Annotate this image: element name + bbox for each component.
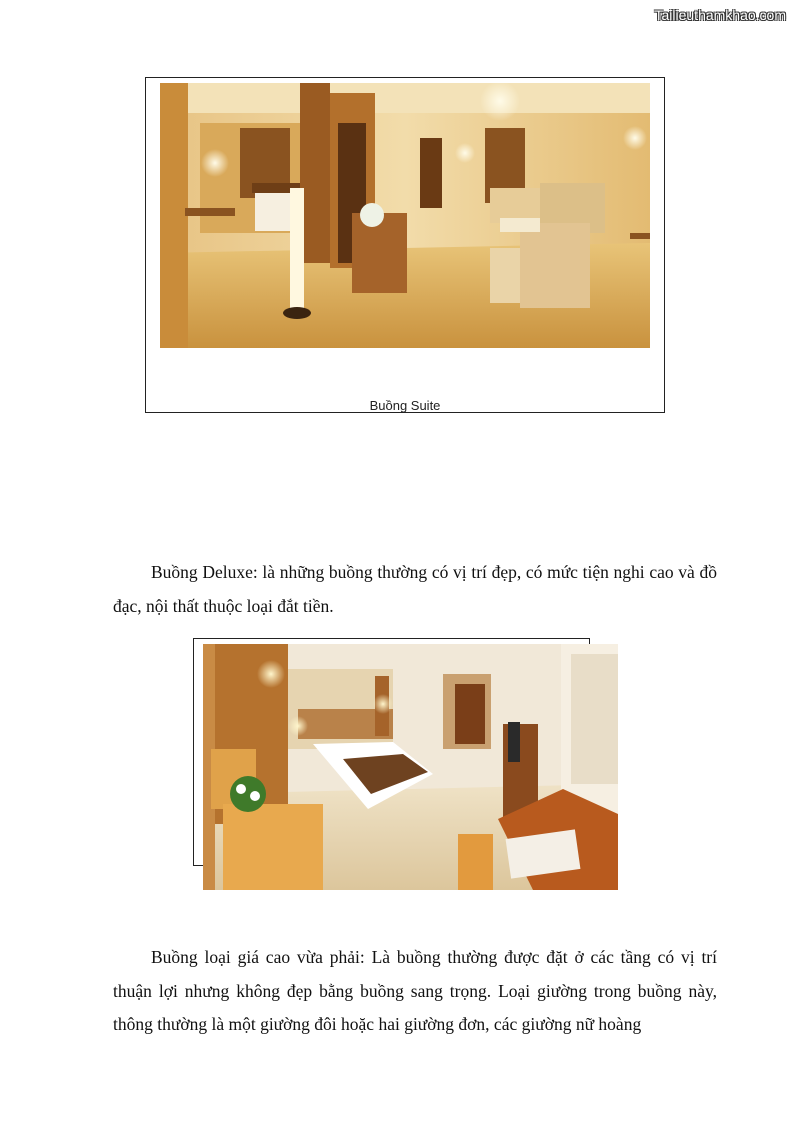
paragraph-deluxe: Buồng Deluxe: là những buồng thường có vị trí đẹp, có mức tiện nghi cao và đồ đạc, nội thất thuộc loại đắt tiền. <box>113 562 717 616</box>
figure-caption: Buồng Suite <box>369 398 441 413</box>
watermark: Tailieuthamkhao.com <box>654 7 786 23</box>
suite-figure <box>145 77 665 413</box>
suite-room-photo <box>160 83 650 348</box>
deluxe-room-photo <box>203 644 618 890</box>
paragraph-moderate: Buồng loại giá cao vừa phải: Là buồng thường được đặt ở các tầng có vị trí thuận lợi nhưng không đẹp bằng buồng sang trọng. Loại giường trong buồng này, thông thường là một giường đôi hoặc hai giường đơn, các giường nữ hoàng <box>113 947 717 1034</box>
